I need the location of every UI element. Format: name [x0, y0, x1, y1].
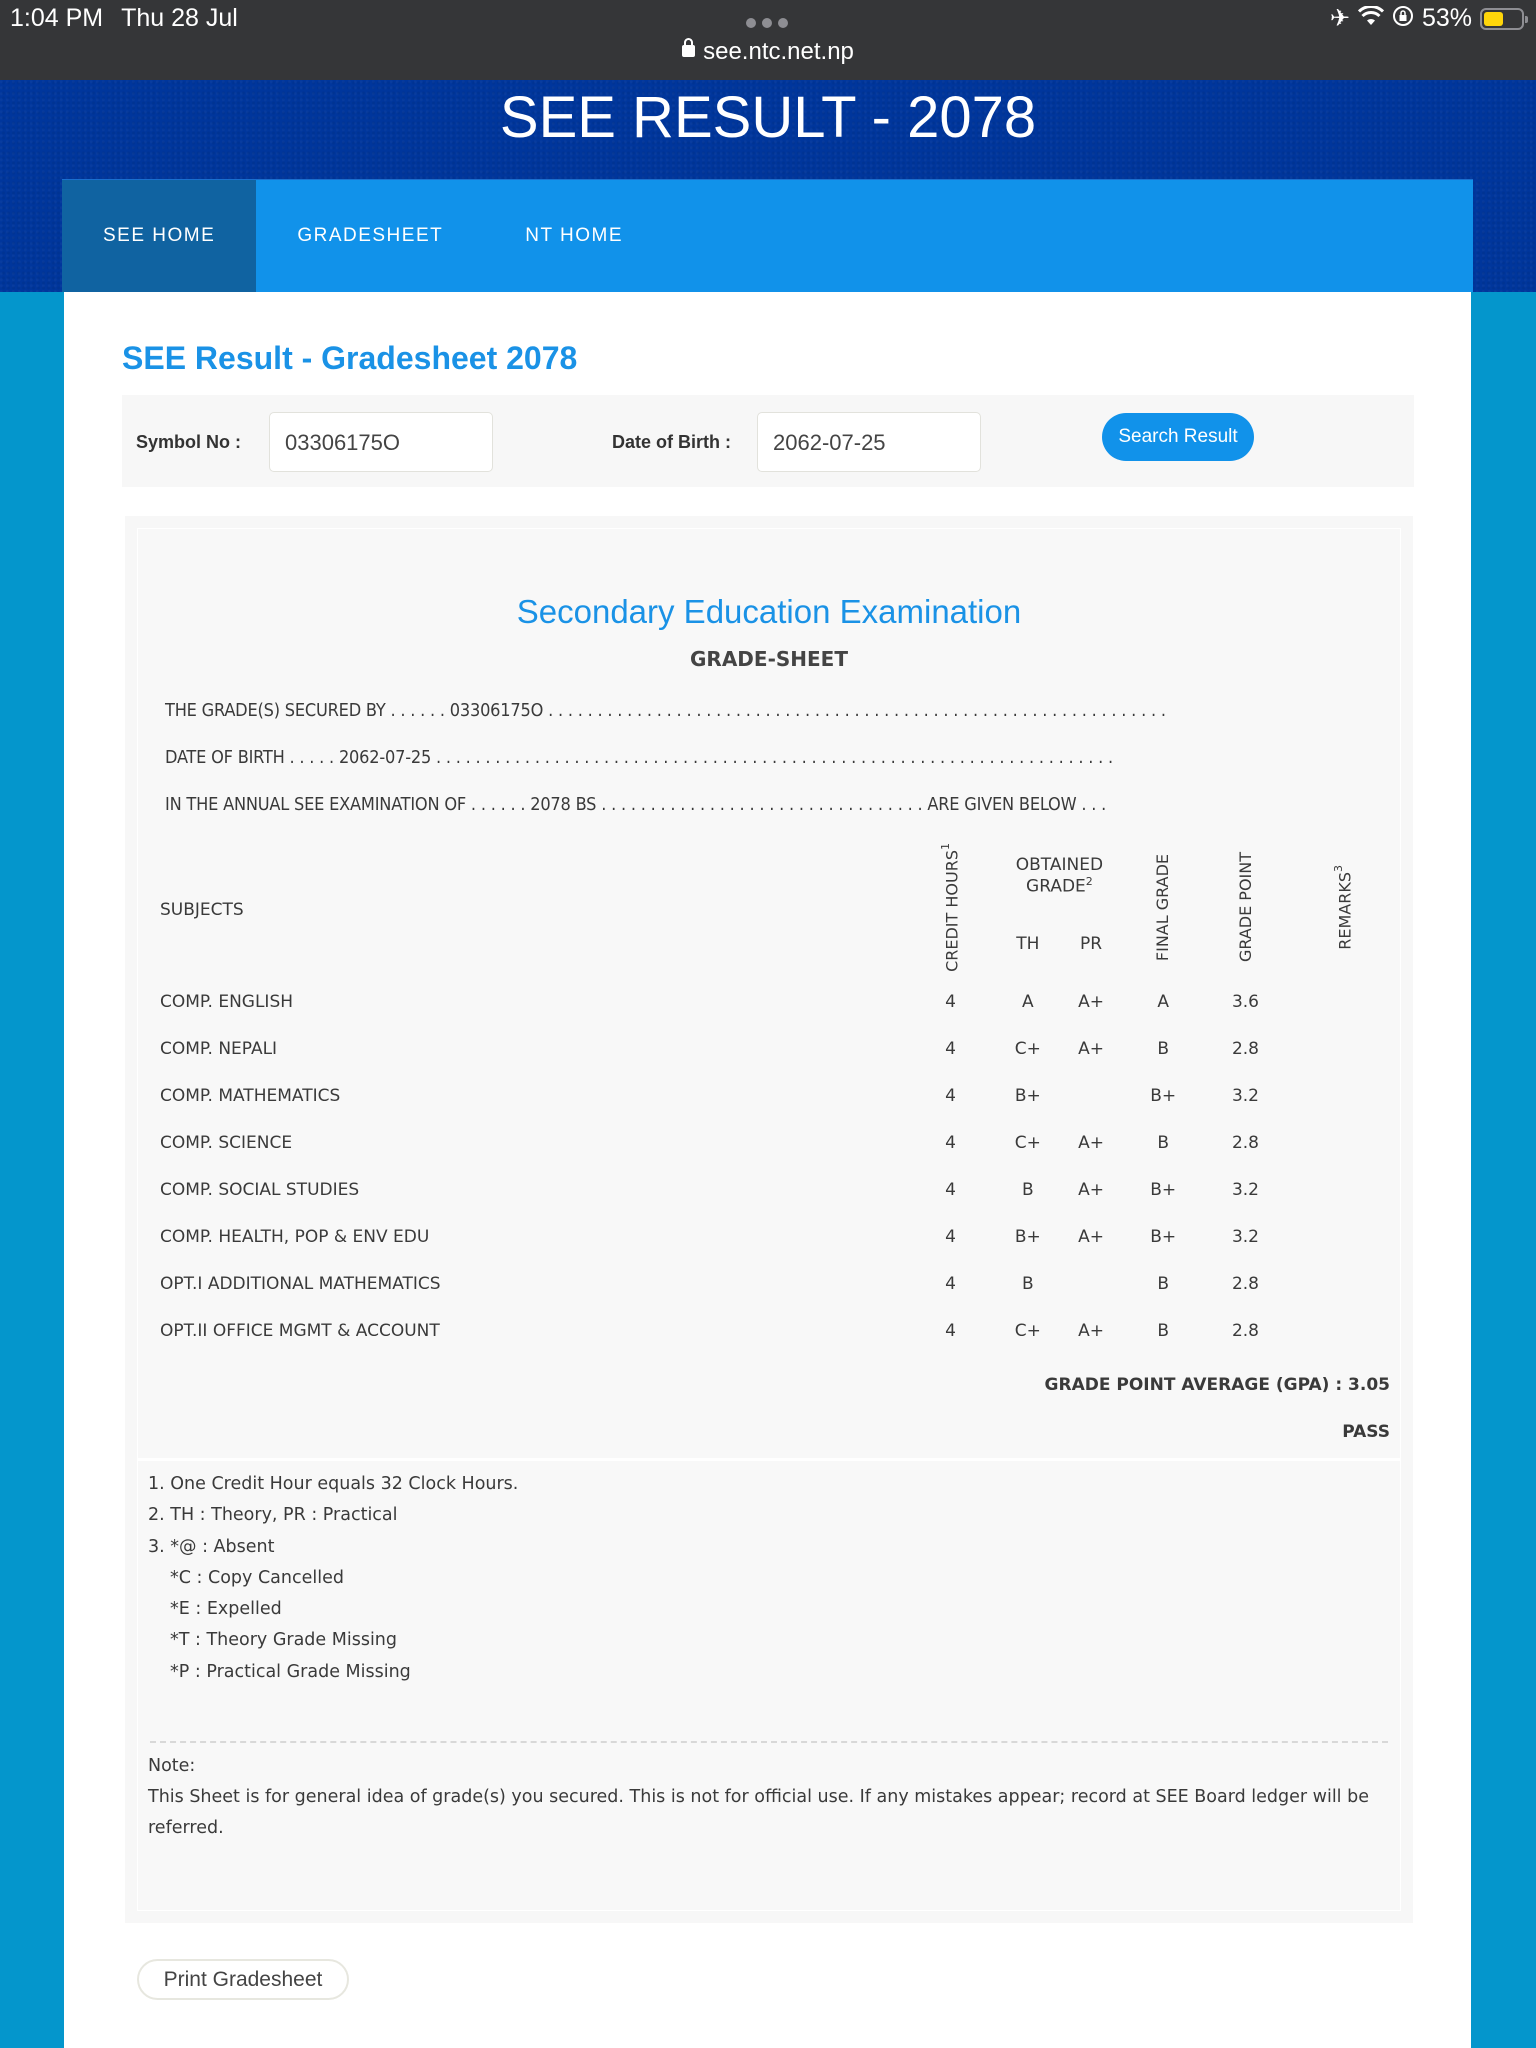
subject-cell: COMP. MATHEMATICS: [141, 1074, 903, 1118]
final-grade-cell: B: [1124, 1121, 1202, 1165]
credit-hours-cell: 4: [906, 1215, 994, 1259]
grade-point-cell: 3.2: [1205, 1168, 1285, 1212]
grade-point-cell: 2.8: [1205, 1027, 1285, 1071]
legend-item: 1. One Credit Hour equals 32 Clock Hours.: [148, 1474, 519, 1494]
table-row: [141, 1121, 1399, 1165]
secured-by-line: THE GRADE(S) SECURED BY . . . . . . 03306175O . . . . . . . . . . . . . . . . . . . . . . . . . . . . . . . . . . . . . . . . . . . . . . . . . . . . . . . . . . . . . . .: [165, 700, 1166, 721]
practical-grade-cell: A+: [1061, 1027, 1121, 1071]
theory-grade-cell: C+: [998, 1027, 1058, 1071]
gradesheet-container: [125, 516, 1413, 1923]
note: [148, 1751, 1388, 1844]
table-row: [141, 980, 1399, 1024]
practical-grade-cell: A+: [1061, 1309, 1121, 1353]
subject-cell: COMP. NEPALI: [141, 1027, 903, 1071]
table-row: [141, 1168, 1399, 1212]
practical-grade-cell: A+: [1061, 1215, 1121, 1259]
site-header: [0, 80, 1536, 292]
legend: [148, 1469, 518, 1688]
nav-see-home[interactable]: SEE HOME: [62, 180, 256, 292]
col-th: TH: [998, 911, 1058, 976]
legend-item: 3. *@ : Absent: [148, 1536, 275, 1557]
grade-point-cell: 3.6: [1205, 980, 1285, 1024]
subject-cell: COMP. ENGLISH: [141, 980, 903, 1024]
col-grade-point: GRADE POINT: [1205, 843, 1285, 977]
theory-grade-cell: A: [998, 980, 1058, 1024]
final-grade-cell: B+: [1124, 1074, 1202, 1118]
remarks-cell: [1289, 1168, 1399, 1212]
col-obtained-grade: OBTAINED GRADE$^2$: [998, 843, 1121, 908]
symbol-input[interactable]: 03306175O: [269, 412, 493, 472]
symbol-label: Symbol No :: [136, 432, 242, 452]
battery-icon: [1480, 8, 1524, 30]
status-bar: [0, 0, 1536, 80]
dob-label: Date of Birth :: [612, 432, 731, 452]
theory-grade-cell: B: [998, 1262, 1058, 1306]
credit-hours-cell: 4: [906, 1121, 994, 1165]
final-grade-cell: B+: [1124, 1168, 1202, 1212]
table-row: [141, 1215, 1399, 1259]
clock: 1:04 PM: [10, 4, 104, 32]
credit-hours-cell: 4: [906, 1168, 994, 1212]
result-status: PASS: [1342, 1422, 1390, 1442]
col-subjects: SUBJECTS: [141, 843, 903, 977]
theory-grade-cell: B: [998, 1168, 1058, 1212]
wifi-icon: [1358, 6, 1384, 31]
final-grade-cell: B: [1124, 1262, 1202, 1306]
search-form: [122, 395, 1414, 487]
nav-nt-home[interactable]: NT HOME: [525, 225, 623, 246]
divider: [138, 1458, 1400, 1461]
content-card: [64, 292, 1471, 2048]
theory-grade-cell: B+: [998, 1215, 1058, 1259]
legend-item: 2. TH : Theory, PR : Practical: [148, 1505, 398, 1526]
grade-point-cell: 3.2: [1205, 1215, 1285, 1259]
print-gradesheet-button[interactable]: Print Gradesheet: [137, 1959, 349, 2000]
more-dots-icon[interactable]: [746, 18, 788, 28]
credit-hours-cell: 4: [906, 1262, 994, 1306]
practical-grade-cell: [1061, 1262, 1121, 1306]
table-row: [141, 1309, 1399, 1353]
grade-point-cell: 2.8: [1205, 1309, 1285, 1353]
theory-grade-cell: B+: [998, 1074, 1058, 1118]
search-result-button[interactable]: Search Result: [1102, 413, 1254, 461]
status-indicators: [1330, 4, 1524, 33]
nav-gradesheet[interactable]: GRADESHEET: [297, 225, 444, 246]
final-grade-cell: B: [1124, 1027, 1202, 1071]
practical-grade-cell: A+: [1061, 980, 1121, 1024]
grade-point-cell: 2.8: [1205, 1262, 1285, 1306]
practical-grade-cell: A+: [1061, 1121, 1121, 1165]
subject-cell: OPT.I ADDITIONAL MATHEMATICS: [141, 1262, 903, 1306]
grade-point-cell: 2.8: [1205, 1121, 1285, 1165]
date: Thu 28 Jul: [121, 4, 238, 32]
grade-point-cell: 3.2: [1205, 1074, 1285, 1118]
final-grade-cell: B: [1124, 1309, 1202, 1353]
subject-cell: COMP. SCIENCE: [141, 1121, 903, 1165]
dob-input[interactable]: 2062-07-25: [757, 412, 981, 472]
table-row: [141, 1074, 1399, 1118]
airplane-icon: ✈: [1329, 4, 1350, 32]
site-title: SEE RESULT - 2078: [499, 85, 1037, 150]
legend-item: *E : Expelled: [170, 1599, 282, 1620]
theory-grade-cell: C+: [998, 1309, 1058, 1353]
credit-hours-cell: 4: [906, 1074, 994, 1118]
remarks-cell: [1289, 1074, 1399, 1118]
rotation-lock-icon: [1392, 5, 1414, 32]
credit-hours-cell: 4: [906, 1027, 994, 1071]
subject-cell: COMP. HEALTH, POP & ENV EDU: [141, 1215, 903, 1259]
remarks-cell: [1289, 1027, 1399, 1071]
address-bar[interactable]: [0, 38, 1536, 66]
gradesheet: [137, 528, 1401, 1911]
final-grade-cell: B+: [1124, 1215, 1202, 1259]
col-credit-hours: CREDIT HOURS$^1$: [906, 843, 994, 977]
legend-item: *P : Practical Grade Missing: [170, 1661, 411, 1682]
url-text: see.ntc.net.np: [703, 38, 854, 65]
col-final-grade: FINAL GRADE: [1124, 843, 1202, 977]
page-heading: SEE Result - Gradesheet 2078: [122, 340, 578, 376]
legend-item: *C : Copy Cancelled: [170, 1567, 344, 1588]
table-row: [141, 1262, 1399, 1306]
credit-hours-cell: 4: [906, 980, 994, 1024]
dashed-divider: [150, 1741, 1388, 1743]
col-pr: PR: [1061, 911, 1121, 976]
remarks-cell: [1289, 1215, 1399, 1259]
gpa: GRADE POINT AVERAGE (GPA) : 3.05: [1044, 1375, 1390, 1395]
col-remarks: REMARKS$^3$: [1289, 843, 1399, 977]
subject-cell: COMP. SOCIAL STUDIES: [141, 1168, 903, 1212]
practical-grade-cell: A+: [1061, 1168, 1121, 1212]
exam-line: IN THE ANNUAL SEE EXAMINATION OF . . . . . . 2078 BS . . . . . . . . . . . . . . . . . . . . . . . . . . . . . . . . . ARE GIVEN BELOW . . .: [165, 794, 1107, 815]
theory-grade-cell: C+: [998, 1121, 1058, 1165]
dob-line: DATE OF BIRTH . . . . . 2062-07-25 . . . . . . . . . . . . . . . . . . . . . . . . . . . . . . . . . . . . . . . . . . . . . . . . . . . . . . . . . . . . . . . . . . . . .: [165, 747, 1113, 768]
exam-title: Secondary Education Examination: [516, 593, 1022, 630]
remarks-cell: [1289, 1309, 1399, 1353]
final-grade-cell: A: [1124, 980, 1202, 1024]
grades-table: [138, 840, 1402, 1356]
table-row: [141, 1027, 1399, 1071]
lock-icon: [682, 45, 695, 57]
remarks-cell: [1289, 1121, 1399, 1165]
legend-item: *T : Theory Grade Missing: [170, 1630, 398, 1651]
remarks-cell: [1289, 980, 1399, 1024]
battery-percent: 53%: [1421, 4, 1472, 32]
status-time: [10, 4, 238, 33]
note-label: Note:: [148, 1756, 196, 1776]
remarks-cell: [1289, 1262, 1399, 1306]
credit-hours-cell: 4: [906, 1309, 994, 1353]
gradesheet-title: GRADE-SHEET: [690, 647, 848, 671]
practical-grade-cell: [1061, 1074, 1121, 1118]
subject-cell: OPT.II OFFICE MGMT & ACCOUNT: [141, 1309, 903, 1353]
note-text: This Sheet is for general idea of grade(s) you secured. This is not for official use. If any mistakes appear; record at SEE Board ledger will be referred.: [148, 1787, 1369, 1838]
main-nav: [62, 179, 1473, 292]
